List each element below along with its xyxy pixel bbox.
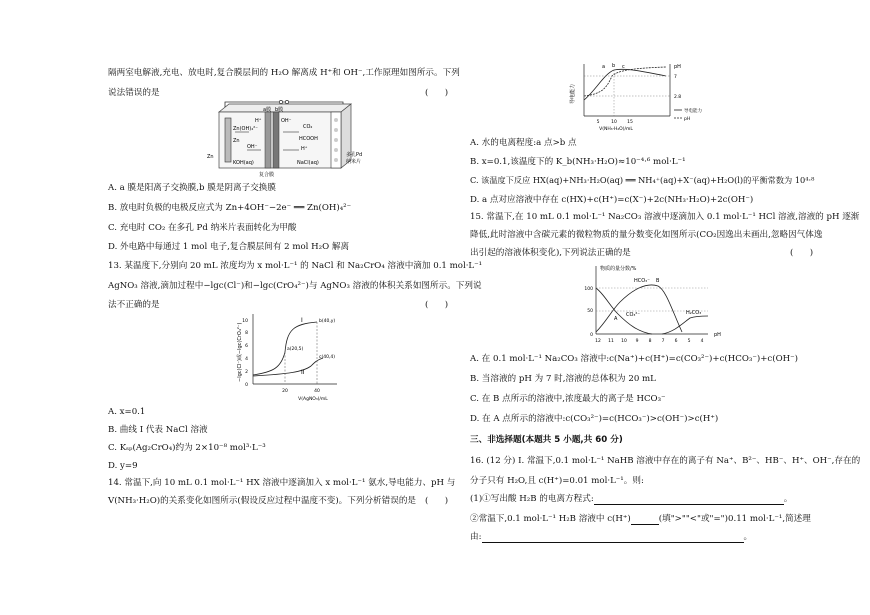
q12-answer-paren: ( ) [425,88,449,98]
h2co3-label: H₂CO₃ [686,310,702,316]
co3-label: CO₃²⁻ [626,312,641,318]
pd-label-2: 纳米片 [346,159,362,165]
q16-reason-line [470,532,752,543]
zn-oh4-label: Zn(OH)₄²⁻ [233,126,258,132]
q13-ytick-2: 2 [245,370,248,375]
q12-stem-line2: 说法错误的是 [108,88,160,98]
composite-membrane-label: 复合膜 [259,172,275,178]
q14-y28: 2.8 [674,95,682,100]
q13-ylabel: −lgc(Cl⁻)或−lgc(CrO₄²⁻) [237,322,243,382]
q14-point-c: c [622,64,625,70]
q12-option-c: C. 充电时 CO₂ 在多孔 Pd 纳米片表面转化为甲酸 [108,223,297,233]
q15-xtick: 9 [635,339,639,344]
q13-ytick-6: 6 [245,344,248,349]
q14-option-b: B. x=0.1,该温度下的 K_b(NH₃·H₂O)≈10⁻⁴·⁶ mol·L⁻¹ [470,157,686,167]
q13-xtick-20: 20 [282,389,288,394]
q15-ytick-50: 50 [587,309,593,314]
q15-stem-line1: 15. 常温下,在 10 mL 0.1 mol·L⁻¹ Na₂CO₃ 溶液中逐滴加入 0.1 mol·L⁻¹ HCl 溶液,溶液的 pH 逐渐 [470,212,860,222]
q13-answer-paren: ( ) [425,300,449,310]
q15-xlabel: pH [714,332,721,338]
co2-label: CO₂ [303,124,313,130]
q12-option-d: D. 外电路中每通过 1 mol 电子,复合膜层间有 2 mol H₂O 解离 [108,242,350,252]
q14-stem-line1: 14. 常温下,向 10 mL 0.1 mol·L⁻¹ HX 溶液中逐滴加入 x mol·L⁻¹ 氨水,导电能力、pH 与 [108,478,456,488]
q16-part1-period: 。 [783,494,793,504]
q15-xtick: 8 [648,339,652,344]
q14-option-a: A. 水的电离程度:a 点>b 点 [470,138,577,148]
q15-xtick: 12 [595,339,601,344]
point-c-label: c(40,4) [319,355,336,360]
point-b-label: b(40,y) [319,319,336,324]
q15-ytick-0: 0 [590,333,593,338]
q14-option-d: D. a 点对应溶液中存在 c(HX)+c(H⁺)=c(X⁻)+2c(NH₃·H₂O)+2c(OH⁻) [470,195,754,205]
q13-xlabel: V(AgNO₃)/mL [298,397,328,402]
point-a-label: a(20,5) [287,347,304,352]
q15-xtick: 11 [608,339,614,344]
q14-xtick-10: 10 [611,120,617,125]
b-membrane-label: b膜 [275,107,284,113]
q14-legend-ph: pH [684,117,691,122]
q13-xtick-40: 40 [314,389,320,394]
q16-part2-prompt: ②常温下,0.1 mol·L⁻¹ H₂B 溶液中 c(H⁺) [470,514,631,524]
hco3-label: HCO₃⁻ [634,278,650,284]
q14-point-a: a [602,64,606,70]
q14-ylabel: 导电能力 [570,83,576,104]
q13-titration-figure [233,310,353,402]
q15-option-a: A. 在 0.1 mol·L⁻¹ Na₂CO₃ 溶液中:c(Na⁺)+c(H⁺)=c(CO₃²⁻)+c(HCO₃⁻)+c(OH⁻) [470,354,799,364]
curve-ii-label: II [301,369,305,376]
q14-point-b: b [612,63,616,69]
q12-stem-line1: 隔两室电解液,充电、放电时,复合膜层间的 H₂O 解离成 H⁺和 OH⁻,工作原理如图所示。下列 [108,68,460,78]
oh-label-left: OH⁻ [247,144,258,150]
q15-xtick: 7 [661,339,665,344]
q14-conductivity-figure [566,60,716,132]
q15-xticks [595,338,703,344]
nacl-label: NaCl(aq) [297,160,319,166]
q15-point-b: B [656,278,660,284]
q15-xtick: 10 [621,339,627,344]
q16-stem-line1: 16. (12 分) Ⅰ. 常温下,0.1 mol·L⁻¹ NaHB 溶液中存在的离子有 Na⁺、B²⁻、HB⁻、H⁺、OH⁻,存在的 [470,456,861,466]
q15-stem-line3: 出引起的溶液体积变化),下列说法正确的是 [470,248,631,258]
q13-option-d: D. y=9 [108,461,138,471]
q12-option-a: A. a 膜是阳离子交换膜,b 膜是阴离子交换膜 [108,183,276,193]
q14-answer-paren: ( ) [425,496,449,506]
q15-xtick: 6 [674,339,678,344]
q14-xtick-15: 15 [627,120,633,125]
q14-y7: 7 [674,75,677,80]
q14-xlabel: V(NH₃·H₂O)/mL [599,127,633,132]
q13-stem-line2: AgNO₃ 溶液,滴加过程中−lgc(Cl⁻)和−lgc(CrO₄²⁻)与 AgNO₃ 溶液的体积关系如图所示。下列说 [108,281,482,291]
q14-xtick-5: 5 [596,120,600,125]
q16-part2-suffix: (填">""<"或"=")0.11 mol·L⁻¹,简述理 [658,514,811,524]
q16-compare-blank[interactable] [631,514,659,525]
oh-label-right: OH⁻ [281,118,292,124]
q15-option-c: C. 在 B 点所示的溶液中,浓度最大的离子是 HCO₃⁻ [470,394,666,404]
q12-option-b: B. 放电时负极的电极反应式为 Zn+4OH⁻−2e⁻ ══ Zn(OH)₄²⁻ [108,203,352,213]
q15-point-a: A [614,316,618,322]
q16-reason-prompt: 由: [470,532,482,542]
q12-electrolysis-figure [203,98,368,178]
q14-legend-conductivity: 导电能力 [684,109,702,114]
a-membrane-label: a膜 [263,107,272,113]
q14-stem-line2: V(NH₃·H₂O)的关系变化如图所示(假设反应过程中温度不变)。下列分析错误的是 [108,496,417,506]
q16-part2-line [470,514,811,525]
q13-ytick-10: 10 [242,319,248,324]
q13-ytick-8: 8 [245,331,248,336]
h-plus-label-right: H⁺ [301,146,308,152]
q15-answer-paren: ( ) [790,248,814,258]
zn-electrode-label: Zn [207,154,214,160]
curve-i-label: I [301,317,303,324]
zn-label: Zn [233,138,240,144]
q13-option-c: C. Kₛₚ(Ag₂CrO₄)约为 2×10⁻⁸ mol³·L⁻³ [108,443,266,453]
pd-label-1: 多孔Pd [346,152,363,158]
q15-speciation-figure [578,260,728,348]
q13-stem-line3: 法不正确的是 [108,300,160,310]
q14-option-c: C. 该温度下反应 HX(aq)+NH₃·H₂O(aq) ══ NH₄⁺(aq)+X⁻(aq)+H₂O(l)的平衡常数为 10⁴·⁸ [470,175,815,185]
q16-stem-line2: 分子只有 H₂O,且 c(H⁺)=0.01 mol·L⁻¹。则: [470,476,644,486]
q15-xtick: 5 [687,339,691,344]
q16-part1-line [470,494,792,505]
q16-part1-prompt: (1)①写出酸 H₂B 的电离方程式: [470,494,594,504]
q16-reason-period: 。 [743,532,753,542]
q15-ytick-100: 100 [584,287,593,292]
koh-label: KOH(aq) [233,160,254,166]
q13-stem-line1: 13. 某温度下,分别向 20 mL 浓度均为 x mol·L⁻¹ 的 NaCl 和 Na₂CrO₄ 溶液中滴加 0.1 mol·L⁻¹ [108,261,483,271]
q13-ytick-0: 0 [245,383,248,388]
q15-xtick: 4 [700,339,704,344]
q13-option-a: A. x=0.1 [108,407,146,417]
q16-ionization-equation-blank[interactable] [594,494,784,505]
q13-ytick-4: 4 [245,357,248,362]
q15-stem-line2: 降低,此时溶液中含碳元素的微粒物质的量分数变化如图所示(CO₂因逸出未画出,忽略因气体逸 [470,230,823,240]
section-3-heading: 三、非选择题(本题共 5 小题,共 60 分) [470,435,623,445]
q15-option-d: D. 在 A 点所示的溶液中:c(CO₃²⁻)=c(HCO₃⁻)>c(OH⁻)>c(H⁺) [470,414,719,424]
hcooh-label: HCOOH [299,136,318,142]
h-plus-label: H⁺ [255,118,262,124]
q15-ylabel: 物质的量分数/% [600,266,637,272]
q14-ph-axis-label: pH [674,64,681,70]
q13-option-b: B. 曲线 I 代表 NaCl 溶液 [108,425,208,435]
q15-option-b: B. 当溶液的 pH 为 7 时,溶液的总体积为 20 mL [470,374,656,384]
q16-reason-blank[interactable] [482,532,744,543]
